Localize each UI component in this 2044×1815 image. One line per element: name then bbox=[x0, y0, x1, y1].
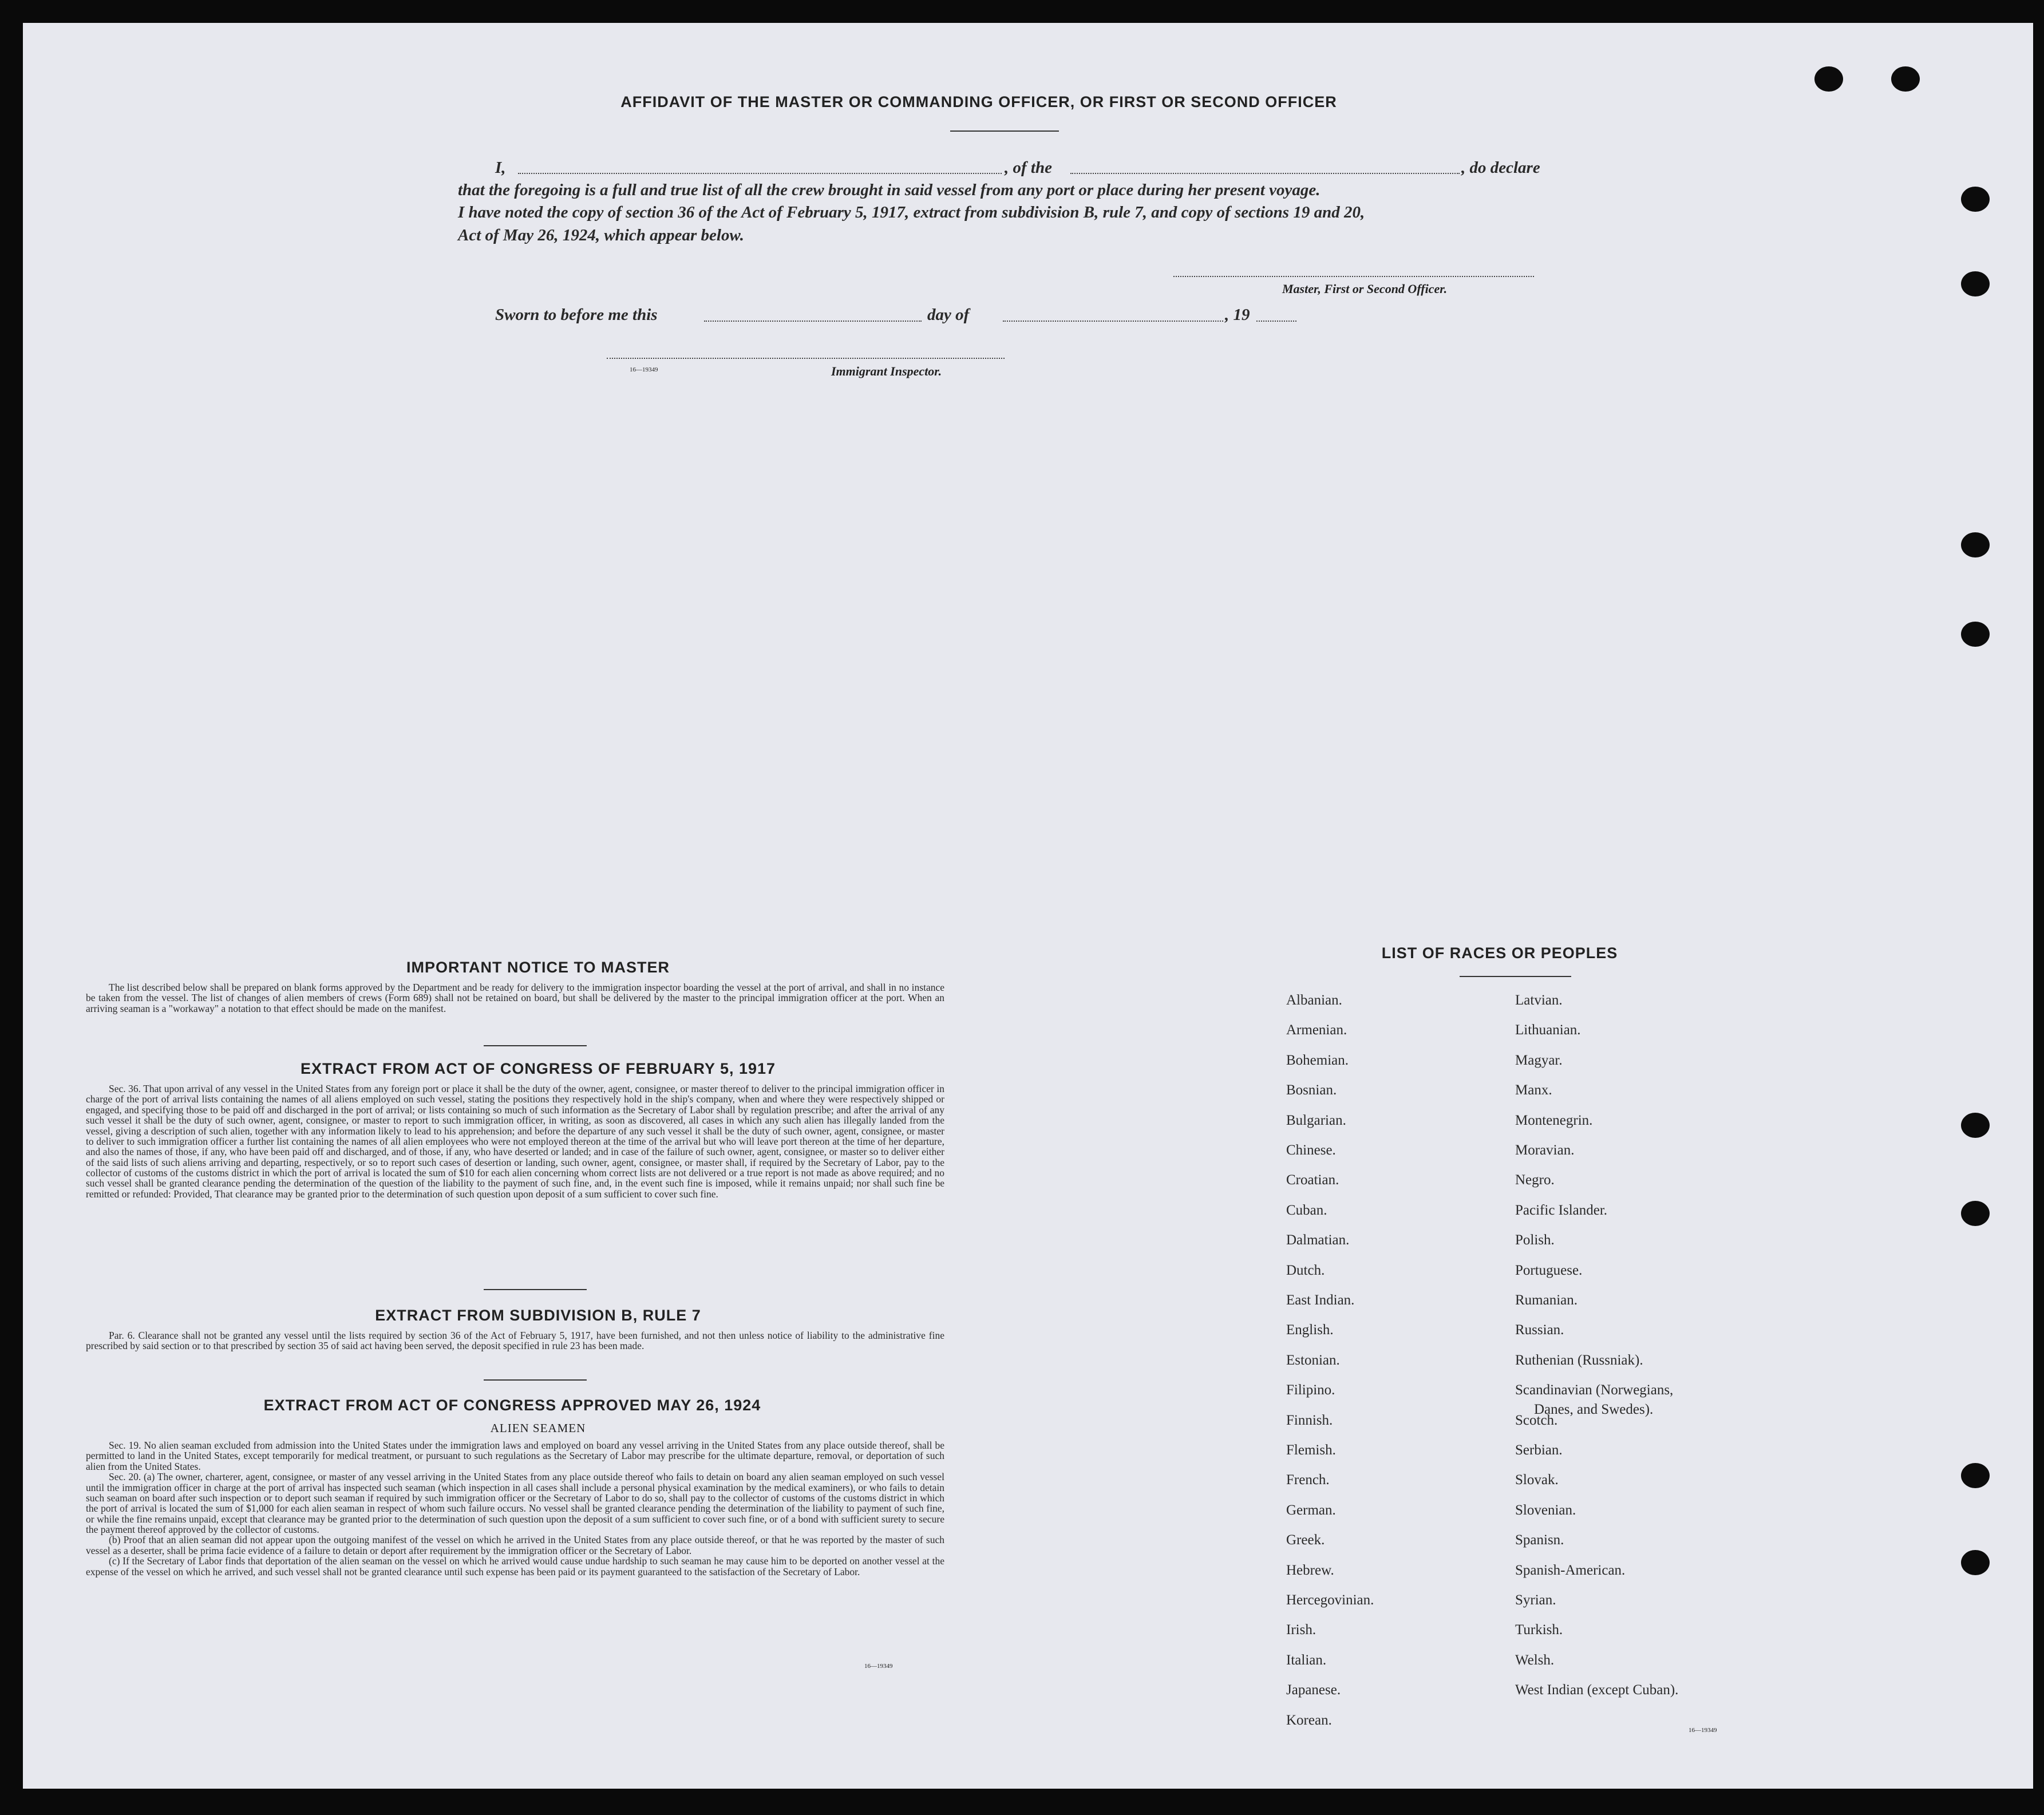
divider bbox=[484, 1379, 587, 1381]
race-item: Syrian. bbox=[1515, 1592, 1556, 1608]
race-item: Greek. bbox=[1286, 1532, 1325, 1548]
sworn-label: Sworn to before me this bbox=[495, 306, 658, 324]
race-item: Chinese. bbox=[1286, 1142, 1336, 1158]
notice-title: IMPORTANT NOTICE TO MASTER bbox=[406, 959, 670, 976]
affidavit-line-4: Act of May 26, 1924, which appear below. bbox=[458, 226, 744, 244]
races-title: LIST OF RACES OR PEOPLES bbox=[1381, 944, 1618, 962]
notice-text bbox=[86, 982, 944, 1014]
master-signature-label: Master, First or Second Officer. bbox=[1282, 282, 1448, 296]
race-item: Hercegovinian. bbox=[1286, 1592, 1374, 1608]
notice-paragraph: The list described below shall be prepared on blank forms approved by the Department and be ready for delivery to the immigration inspector boarding the vessel at the port of arrival, and shall in no instance be taken from the vessel. The list of changes of alien members of crews (Form 689) shall not be retained on board, but shall be delivered by the master to the principal immigration officer at the port. When an arriving seaman is a "workaway" a notation to that effect should be made on the manifest. bbox=[86, 982, 944, 1014]
affidavit-line-3: I have noted the copy of section 36 of the Act of February 5, 1917, extract from subdivision B, rule 7, and copy of sections 19 and 20, bbox=[458, 203, 1365, 222]
form-number: 16—19349 bbox=[1689, 1727, 1717, 1734]
race-item: Serbian. bbox=[1515, 1442, 1563, 1458]
alien-seamen-subtitle: ALIEN SEAMEN bbox=[490, 1421, 586, 1435]
race-item: Magyar. bbox=[1515, 1052, 1563, 1068]
sworn-day-field[interactable] bbox=[704, 321, 922, 322]
race-item: Filipino. bbox=[1286, 1382, 1335, 1398]
punch-hole bbox=[1961, 187, 1990, 212]
race-item: Dutch. bbox=[1286, 1262, 1325, 1278]
punch-hole bbox=[1961, 1463, 1990, 1488]
divider bbox=[484, 1289, 587, 1290]
vessel-name-field[interactable] bbox=[1070, 173, 1460, 174]
rule7-title: EXTRACT FROM SUBDIVISION B, RULE 7 bbox=[375, 1307, 701, 1324]
race-item: Bosnian. bbox=[1286, 1082, 1337, 1098]
sec-20b-paragraph: (b) Proof that an alien seaman did not appear upon the outgoing manifest of the vessel on which he arrived in the United States from any place outside thereof, or that he was reported by the master of such vessel as a deserter, shall be prima facie evidence of a failure to detain or deport after requirement by the immigration officer or the Secretary of Labor. bbox=[86, 1534, 944, 1556]
race-item: Slovak. bbox=[1515, 1472, 1559, 1488]
race-item: Welsh. bbox=[1515, 1652, 1555, 1668]
race-item: West Indian (except Cuban). bbox=[1515, 1682, 1679, 1698]
race-item: Slovenian. bbox=[1515, 1502, 1576, 1518]
extract-1917-title: EXTRACT FROM ACT OF CONGRESS OF FEBRUARY 5, 1917 bbox=[300, 1060, 776, 1077]
divider bbox=[950, 131, 1059, 132]
rule7-text bbox=[86, 1330, 944, 1351]
race-item: Negro. bbox=[1515, 1172, 1555, 1188]
sworn-year-field[interactable] bbox=[1256, 321, 1296, 322]
race-item: Dalmatian. bbox=[1286, 1232, 1350, 1248]
race-item: Scandinavian (Norwegians, bbox=[1515, 1382, 1674, 1398]
par-6-paragraph: Par. 6. Clearance shall not be granted any vessel until the lists required by section 36 of the Act of February 5, 1917, have been furnished, and not then unless notice of liability to the administrative fine prescribed by said section or to that prescribed by section 35 of said act having been served, the deposit specified in rule 23 has been made. bbox=[86, 1330, 944, 1352]
race-item: Korean. bbox=[1286, 1712, 1332, 1728]
sworn-month-field[interactable] bbox=[1003, 321, 1223, 322]
sec-19-paragraph: Sec. 19. No alien seaman excluded from admission into the United States under the immigration laws and employed on board any vessel arriving in the United States from any place outside thereof, shall be permitted to land in the United States, except temporarily for medical treatment, or pursuant to such regulations as the Secretary of Labor may prescribe for the ultimate departure, removal, or deportation of such alien from the United States. bbox=[86, 1440, 944, 1472]
declarant-label: I, bbox=[495, 159, 506, 177]
race-item: Croatian. bbox=[1286, 1172, 1339, 1188]
race-item: Portuguese. bbox=[1515, 1262, 1583, 1278]
punch-hole bbox=[1891, 66, 1920, 92]
day-of-label: day of bbox=[927, 306, 970, 324]
race-item: Polish. bbox=[1515, 1232, 1555, 1248]
inspector-label: Immigrant Inspector. bbox=[831, 364, 942, 378]
form-number: 16—19349 bbox=[864, 1663, 893, 1670]
race-item: Turkish. bbox=[1515, 1622, 1563, 1638]
extract-1924-title: EXTRACT FROM ACT OF CONGRESS APPROVED MAY 26, 1924 bbox=[263, 1397, 761, 1414]
race-item: Japanese. bbox=[1286, 1682, 1341, 1698]
race-item: Irish. bbox=[1286, 1622, 1316, 1638]
race-item: Cuban. bbox=[1286, 1202, 1327, 1218]
race-item: Moravian. bbox=[1515, 1142, 1575, 1158]
race-item: Hebrew. bbox=[1286, 1562, 1334, 1578]
race-item: Bohemian. bbox=[1286, 1052, 1349, 1068]
declarant-name-field[interactable] bbox=[518, 173, 1002, 174]
declare-label: , do declare bbox=[1461, 159, 1540, 177]
race-item: Armenian. bbox=[1286, 1022, 1347, 1038]
year-label: , 19 bbox=[1225, 306, 1250, 324]
race-item: East Indian. bbox=[1286, 1292, 1355, 1308]
race-item: Finnish. bbox=[1286, 1412, 1333, 1428]
inspector-signature-field[interactable] bbox=[607, 358, 1005, 359]
punch-hole bbox=[1814, 66, 1843, 92]
race-item: Manx. bbox=[1515, 1082, 1552, 1098]
divider bbox=[484, 1045, 587, 1046]
affidavit-line-2: that the foregoing is a full and true list of all the crew brought in said vessel from any port or place during her present voyage. bbox=[458, 181, 1321, 199]
divider bbox=[1460, 976, 1571, 977]
race-item: Ruthenian (Russniak). bbox=[1515, 1352, 1643, 1368]
race-item: Estonian. bbox=[1286, 1352, 1340, 1368]
sec-20c-paragraph: (c) If the Secretary of Labor finds that deportation of the alien seaman on the vessel on which he arrived would cause undue hardship to such seaman he may cause him to be deported on another vessel at the expense of the vessel on which he arrived, and such vessel shall not be granted clearance until such expense has been paid or its payment guaranteed to the satisfaction of the Secretary of Labor. bbox=[86, 1555, 944, 1577]
sec-20a-paragraph: Sec. 20. (a) The owner, charterer, agent, consignee, or master of any vessel arriving in the United States from any place outside thereof who fails to detain on board any alien seaman employed on such vessel until the immigration officer in charge at the port of arrival has inspected such seaman (which inspection in all cases shall include a personal physical examination by the medical examiners), or who fails to detain such seaman on board after such inspection or to deport such seaman if required by such immigration officer or the Secretary of Labor to do so, shall pay to the collector of customs of the customs district in which the port of arrival is located the sum of $1,000 for each alien seaman in respect of whom such failure occurs. No vessel shall be granted clearance pending the determination of the liability to payment of such fine, or while the fine remains unpaid, except that clearance may be granted prior to the determination of such question upon the deposit of a sum sufficient to cover such fine, or of a bond with sufficient surety to secure the payment thereof approved by the collector of customs. bbox=[86, 1471, 944, 1535]
race-item: Lithuanian. bbox=[1515, 1022, 1581, 1038]
race-item: French. bbox=[1286, 1472, 1330, 1488]
punch-hole bbox=[1961, 1201, 1990, 1226]
race-item: Latvian. bbox=[1515, 992, 1563, 1008]
vessel-label: , of the bbox=[1005, 159, 1052, 177]
race-item: Russian. bbox=[1515, 1322, 1564, 1338]
punch-hole bbox=[1961, 271, 1990, 296]
punch-hole bbox=[1961, 532, 1990, 557]
race-item: Scotch. bbox=[1515, 1412, 1558, 1428]
race-item: Bulgarian. bbox=[1286, 1112, 1346, 1128]
extract-1917-text bbox=[86, 1084, 944, 1199]
race-item: German. bbox=[1286, 1502, 1336, 1518]
race-item: Danes, and Swedes). bbox=[1534, 1402, 1654, 1418]
affidavit-title: AFFIDAVIT OF THE MASTER OR COMMANDING OFFICER, OR FIRST OR SECOND OFFICER bbox=[620, 93, 1337, 110]
race-item: Italian. bbox=[1286, 1652, 1327, 1668]
punch-hole bbox=[1961, 1550, 1990, 1575]
master-signature-field[interactable] bbox=[1173, 276, 1534, 277]
race-item: Pacific Islander. bbox=[1515, 1202, 1608, 1218]
race-item: English. bbox=[1286, 1322, 1334, 1338]
race-item: Spanisn. bbox=[1515, 1532, 1564, 1548]
race-item: Spanish-American. bbox=[1515, 1562, 1626, 1578]
race-item: Rumanian. bbox=[1515, 1292, 1578, 1308]
punch-hole bbox=[1961, 622, 1990, 647]
race-item: Montenegrin. bbox=[1515, 1112, 1593, 1128]
form-number: 16—19349 bbox=[630, 366, 658, 373]
punch-hole bbox=[1961, 1113, 1990, 1138]
race-item: Albanian. bbox=[1286, 992, 1342, 1008]
sec-36-paragraph: Sec. 36. That upon arrival of any vessel in the United States from any foreign port or place it shall be the duty of the owner, agent, consignee, or master thereof to deliver to the principal immigration officer in charge of the port of arrival lists containing the names of all aliens employed on such vessel, stating the positions they respectively hold in the ship's company, when and where they were respectively shipped or engaged, and specifying those to be paid off and discharged in the port of arrival; or lists containing so much of such information as the Secretary of Labor shall by regulation prescribe; and after the arrival of any such vessel it shall be the duty of such owner, agent, consignee, or master to report to such immigration officer, in writing, as soon as discovered, all cases in which any such alien has illegally landed from the vessel, giving a description of such alien, together with any information likely to lead to his apprehension; and before the departure of any such vessel it shall be the duty of such owner, agent, consignee, or master to deliver to such immigration officer a further list containing the names of all alien employees who were not employed thereon at the time of the arrival but who will leave port thereon at the time of her departure, and also the names of those, if any, who have been paid off and discharged, and of those, if any, who have deserted or landed; and in case of the failure of such owner, agent, consignee, or master so to deliver either of the said lists of such aliens arriving and departing, respectively, or so to report such cases of desertion or landing, such owner, agent, consignee, or master shall, if required by the Secretary of Labor, pay to the collector of customs of the customs district in which the port of arrival is located the sum of $10 for each alien concerning whom correct lists are not delivered or a true report is not made as above required; and no such vessel shall be granted clearance pending the determination of the question of the liability to the payment of such fine, and, in the event such fine is imposed, while it remains unpaid; nor shall such fine be remitted or refunded: Provided, That clearance may be granted prior to the determination of such question upon deposit of a sum sufficient to cover such fine. bbox=[86, 1083, 944, 1200]
race-item: Flemish. bbox=[1286, 1442, 1336, 1458]
extract-1924-text bbox=[86, 1440, 944, 1577]
